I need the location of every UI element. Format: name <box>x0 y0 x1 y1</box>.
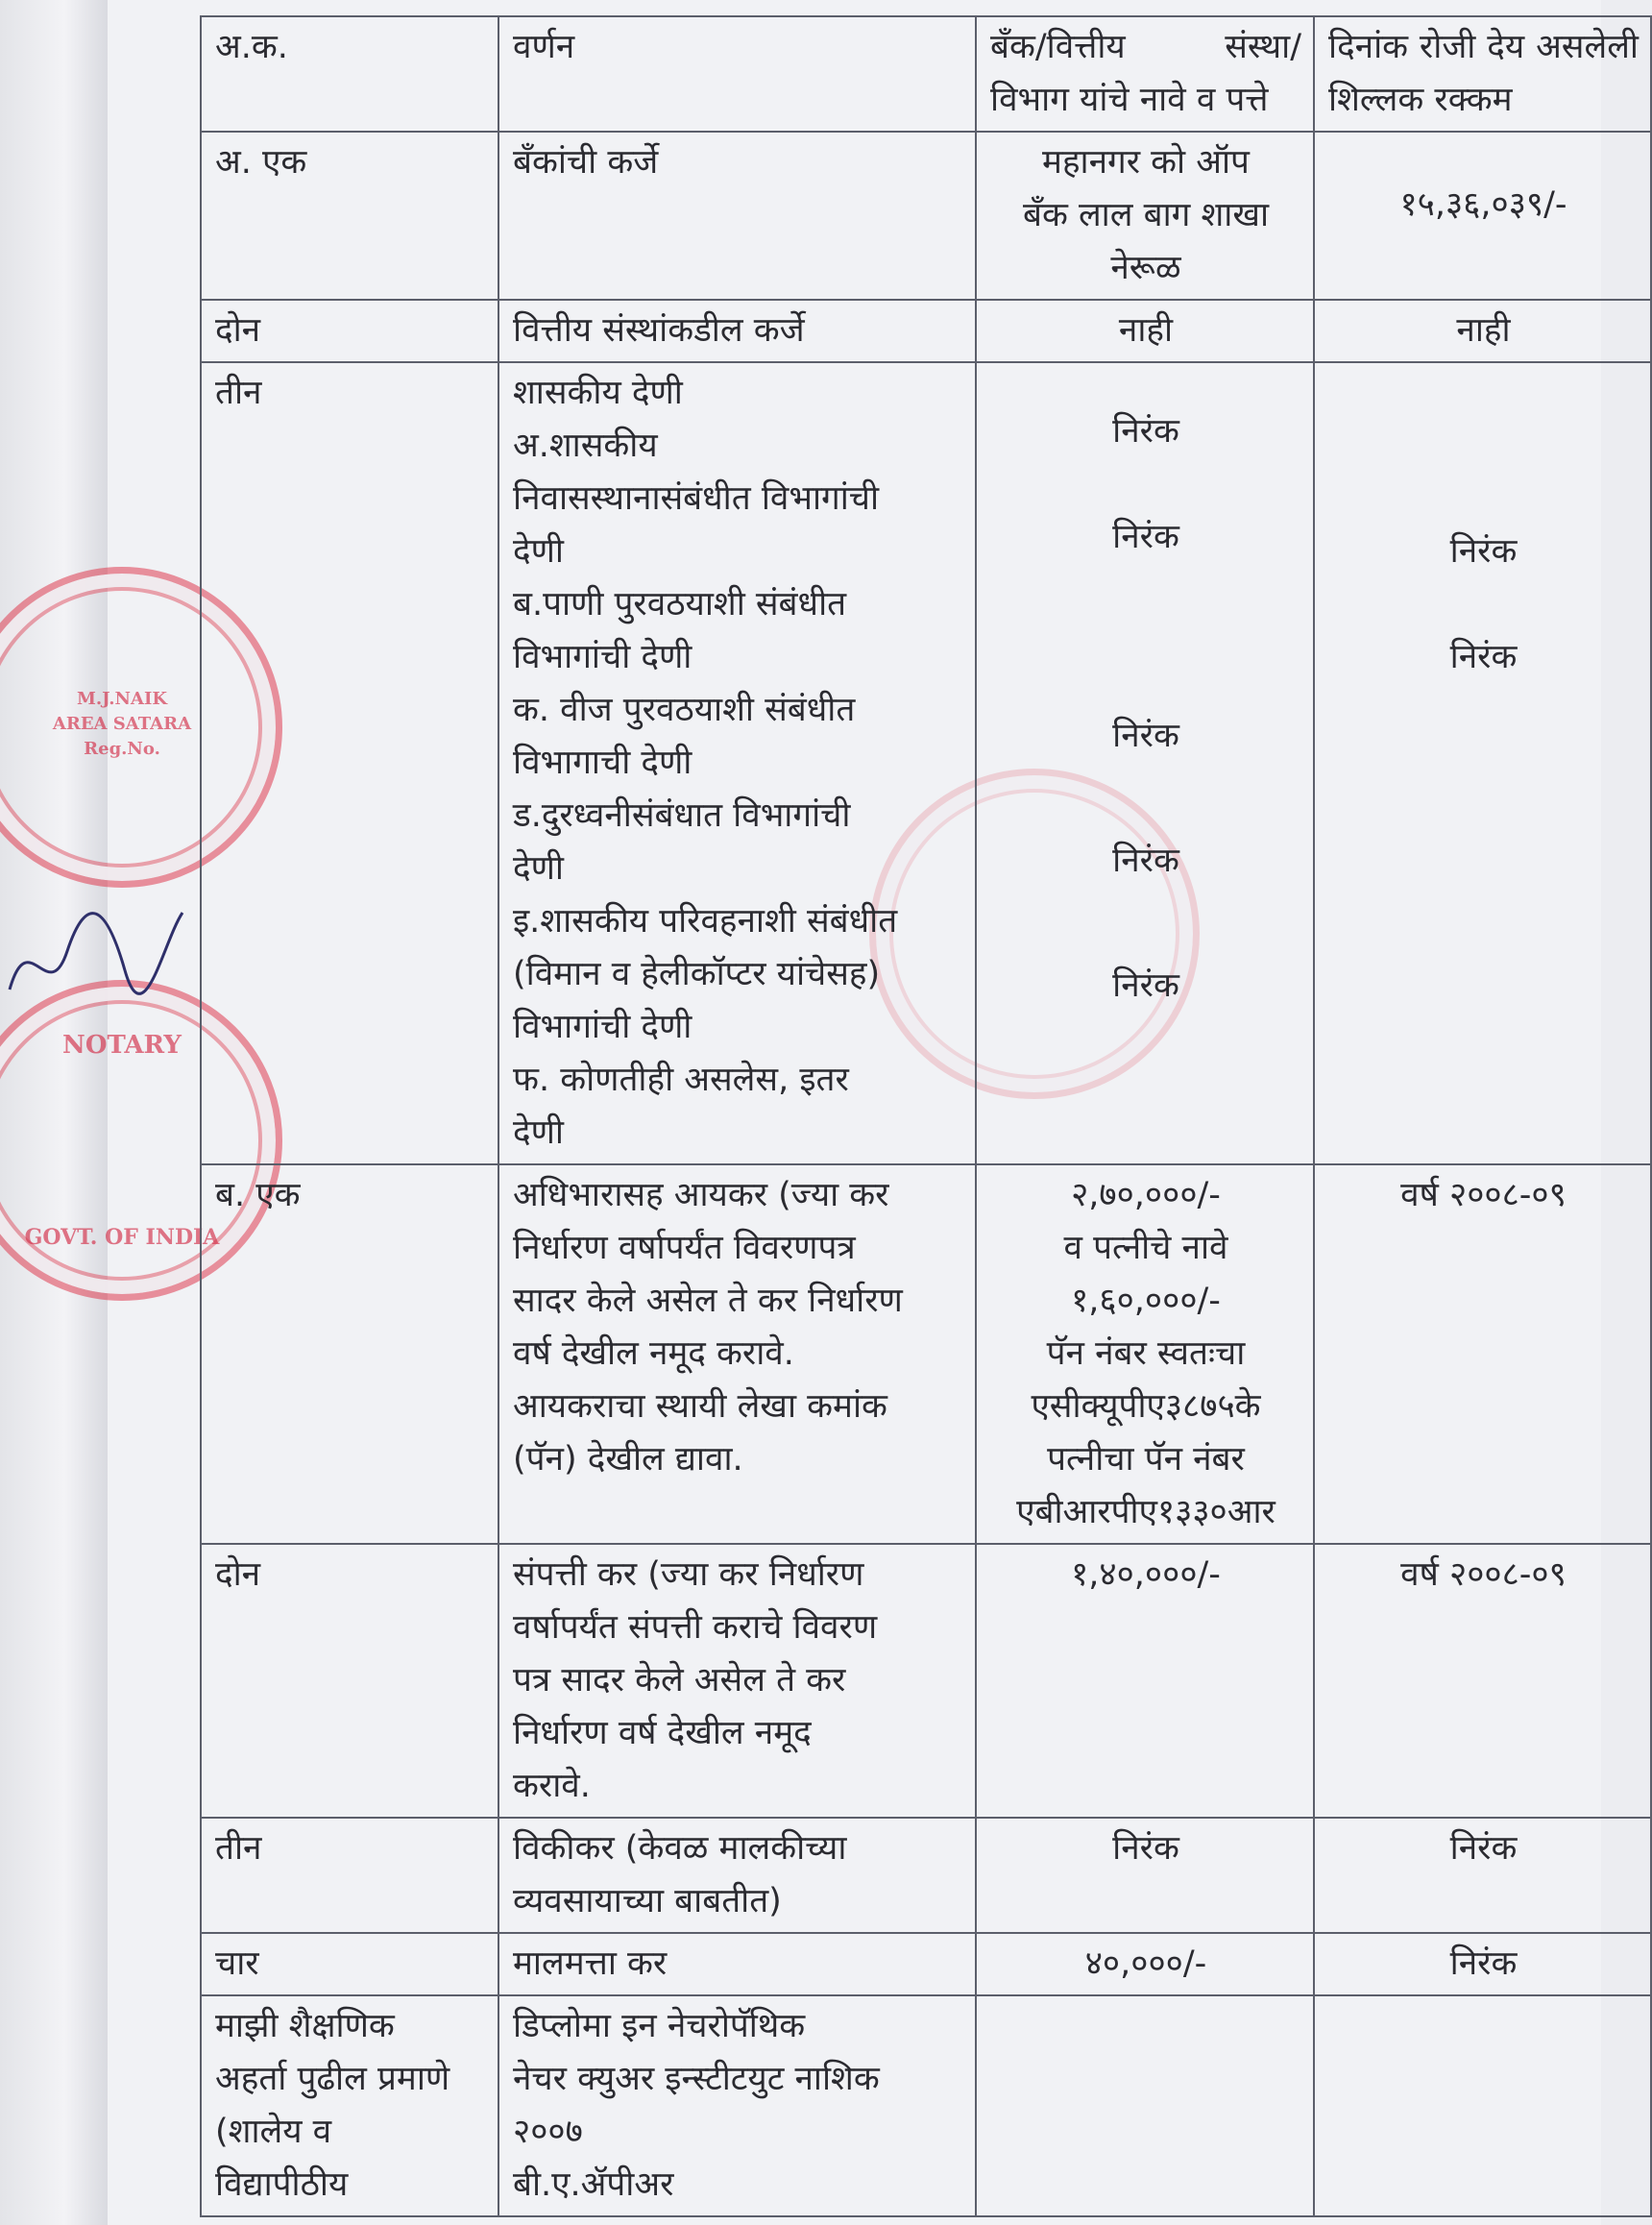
liabilities-table <box>200 15 1652 2217</box>
row-amount: वर्ष २००८-०९ <box>1314 1544 1651 1818</box>
table-row <box>201 1164 1651 1544</box>
row-bank: नाही <box>976 300 1314 362</box>
row-amount: निरंक निरंक <box>1314 362 1651 1164</box>
row-bank: निरंक निरंक निरंक निरंक निरंक <box>976 362 1314 1164</box>
row-serial: दोन <box>201 1544 498 1818</box>
table-row <box>201 132 1651 300</box>
row-description: विकीकर (केवळ मालकीच्या व्यवसायाच्या बाबतीत) <box>498 1818 976 1933</box>
table-row <box>201 1995 1651 2216</box>
row-serial: चार <box>201 1933 498 1995</box>
row-serial: दोन <box>201 300 498 362</box>
row-bank: महानगर को ऑप बॅंक लाल बाग शाखा नेरूळ <box>976 132 1314 300</box>
signature-mark <box>0 884 192 1018</box>
row-bank: २,७०,०००/- व पत्नीचे नावे १,६०,०००/- पॅन नंबर स्वतःचा एसीक्यूपीए३८७५के पत्नीचा पॅन नंबर एबीआरपीए१३३०आर <box>976 1164 1314 1544</box>
row-bank: ४०,०००/- <box>976 1933 1314 1995</box>
row-amount: निरंक <box>1314 1933 1651 1995</box>
row-amount: निरंक <box>1314 1818 1651 1933</box>
row-amount: वर्ष २००८-०९ <box>1314 1164 1651 1544</box>
header-balance-amount: दिनांक रोजी देय असलेली शिल्लक रक्कम <box>1314 16 1651 132</box>
table-row <box>201 1544 1651 1818</box>
row-serial: ब. एक <box>201 1164 498 1544</box>
row-description: बॅंकांची कर्जे <box>498 132 976 300</box>
row-serial: माझी शैक्षणिक अहर्ता पुढील प्रमाणे (शालेय व विद्यापीठीय <box>201 1995 498 2216</box>
table-row <box>201 362 1651 1164</box>
header-description: वर्णन <box>498 16 976 132</box>
row-description: डिप्लोमा इन नेचरोपॅथिक नेचर क्युअर इन्स्टीटयुट नाशिक २००७ बी.ए.ॲपीअर <box>498 1995 976 2216</box>
row-bank: १,४०,०००/- <box>976 1544 1314 1818</box>
row-description: मालमत्ता कर <box>498 1933 976 1995</box>
table-header-row <box>201 16 1651 132</box>
table-row <box>201 300 1651 362</box>
row-serial: तीन <box>201 362 498 1164</box>
table-row <box>201 1818 1651 1933</box>
row-description: वित्तीय संस्थांकडील कर्जे <box>498 300 976 362</box>
row-serial: तीन <box>201 1818 498 1933</box>
row-serial: अ. एक <box>201 132 498 300</box>
notary-stamp-lower: NOTARY GOVT. OF INDIA <box>0 980 282 1301</box>
notary-stamp-upper: M.J.NAIK AREA SATARA Reg.No. <box>0 567 282 888</box>
header-serial: अ.क. <box>201 16 498 132</box>
row-description: अधिभारासह आयकर (ज्या कर निर्धारण वर्षापर्यंत विवरणपत्र सादर केले असेल ते कर निर्धारण वर्ष देखील नमूद करावे. आयकराचा स्थायी लेखा कमांक (पॅन) देखील द्यावा. <box>498 1164 976 1544</box>
row-description: संपत्ती कर (ज्या कर निर्धारण वर्षापर्यंत संपत्ती कराचे विवरण पत्र सादर केले असेल ते कर निर्धारण वर्ष देखील नमूद करावे. <box>498 1544 976 1818</box>
row-amount: नाही <box>1314 300 1651 362</box>
row-bank <box>976 1995 1314 2216</box>
row-bank: निरंक <box>976 1818 1314 1933</box>
table-row <box>201 1933 1651 1995</box>
row-amount: १५,३६,०३९/- <box>1314 132 1651 300</box>
row-amount <box>1314 1995 1651 2216</box>
header-bank-details: बॅंक/वित्तीय संस्था/ विभाग यांचे नावे व पत्ते <box>976 16 1314 132</box>
row-description: शासकीय देणी अ.शासकीय निवासस्थानासंबंधीत विभागांची देणी ब.पाणी पुरवठयाशी संबंधीत विभागांची देणी क. वीज पुरवठयाशी संबंधीत विभागाची देणी ड.दुरध्वनीसंबंधात विभागांची देणी इ.शासकीय परिवहनाशी संबंधीत (विमान व हेलीकॉप्टर यांचेसह) विभागांची देणी फ. कोणतीही असलेस, इतर देणी <box>498 362 976 1164</box>
